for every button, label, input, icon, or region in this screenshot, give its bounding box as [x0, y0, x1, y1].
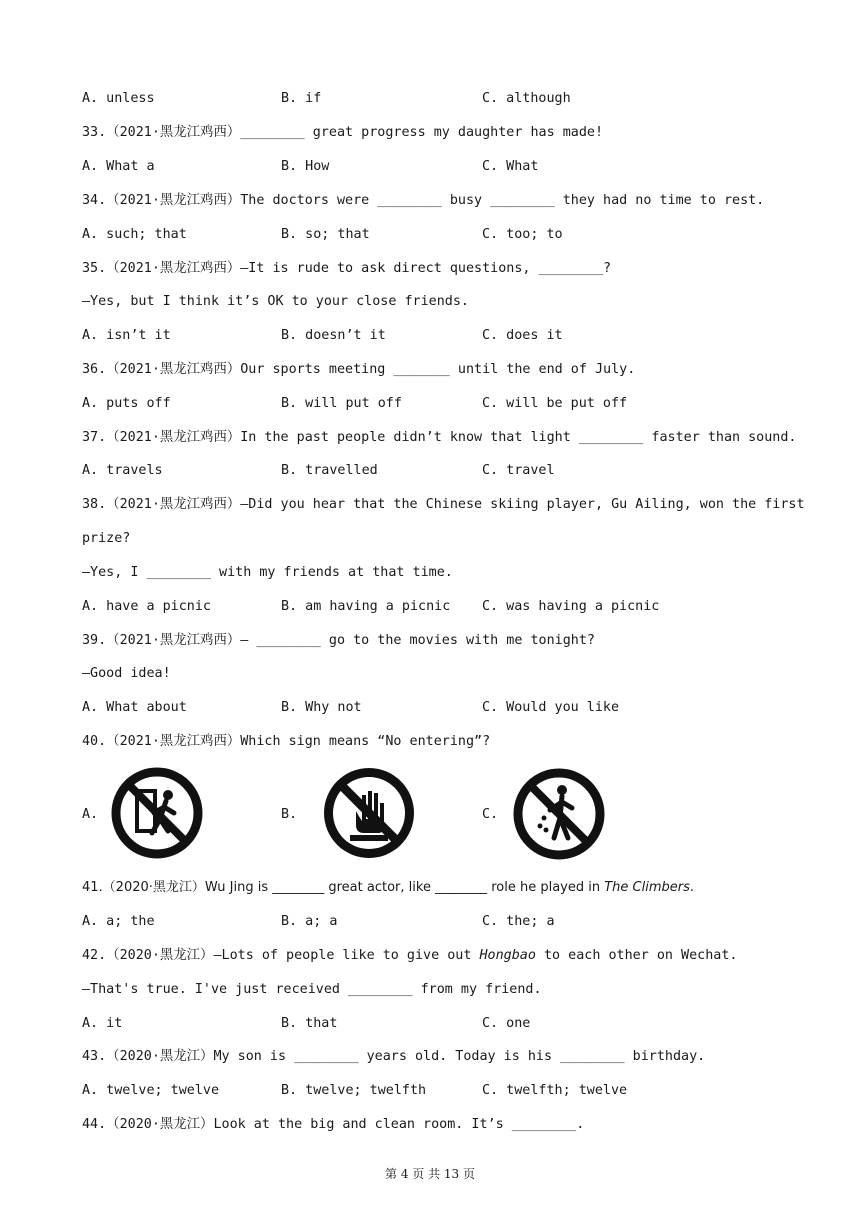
- option-b: B. a; a: [281, 914, 338, 929]
- option-a: A. isn’t it: [82, 328, 171, 343]
- option-a: A. What about: [82, 700, 187, 715]
- option-b: B. that: [281, 1016, 338, 1031]
- question-42-hongbao: Hongbao: [479, 948, 536, 963]
- no-littering-sign-icon: [510, 766, 608, 862]
- option-b: B. am having a picnic: [281, 599, 451, 614]
- option-c: C. travel: [482, 463, 555, 478]
- option-b: B. so; that: [281, 227, 370, 242]
- option-c: C. does it: [482, 328, 563, 343]
- option-a: A. twelve; twelve: [82, 1083, 220, 1098]
- option-b: B. twelve; twelfth: [281, 1083, 427, 1098]
- question-37-stem: 37.（2021·黑龙江鸡西）In the past people didn’t know that light ________ faster than sound.: [82, 430, 797, 445]
- question-39-stem: 39.（2021·黑龙江鸡西）— ________ go to the movies with me tonight?: [82, 633, 595, 648]
- option-b: B. doesn’t it: [281, 328, 386, 343]
- question-33-stem: 33.（2021·黑龙江鸡西）________ great progress my daughter has made!: [82, 125, 604, 140]
- option-b: B.: [281, 807, 298, 822]
- no-entry-person-door-sign-icon: [106, 765, 208, 861]
- question-35-reply: —Yes, but I think it’s OK to your close friends.: [82, 294, 469, 309]
- question-35-stem: 35.（2021·黑龙江鸡西）—It is rude to ask direct questions, ________?: [82, 261, 612, 276]
- question-38-stem: 38.（2021·黑龙江鸡西）—Did you hear that the Chinese skiing player, Gu Ailing, won the first: [82, 497, 805, 512]
- option-b: B. Why not: [281, 700, 362, 715]
- question-41-stem: [82, 879, 694, 897]
- option-a: A. unless: [82, 91, 155, 106]
- question-38-reply: —Yes, I ________ with my friends at that time.: [82, 565, 453, 580]
- option-a: A. travels: [82, 463, 163, 478]
- question-44-stem: 44.（2020·黑龙江）Look at the big and clean room. It’s ________.: [82, 1117, 585, 1132]
- option-a: A. have a picnic: [82, 599, 211, 614]
- option-b: B. will put off: [281, 396, 402, 411]
- question-42-reply: —That's true. I've just received ________ from my friend.: [82, 982, 542, 997]
- question-38-stem-continued: prize?: [82, 531, 131, 546]
- option-a: A. such; that: [82, 227, 187, 242]
- question-34-stem: 34.（2021·黑龙江鸡西）The doctors were ________ busy ________ they had no time to rest.: [82, 193, 765, 208]
- question-42-text-end: to each other on Wechat.: [535, 948, 738, 963]
- question-43-stem: 43.（2020·黑龙江）My son is ________ years old. Today is his ________ birthday.: [82, 1049, 706, 1064]
- option-c: C. was having a picnic: [482, 599, 660, 614]
- option-b: B. travelled: [281, 463, 378, 478]
- no-hand-touch-sign-icon: [318, 763, 420, 863]
- option-b: B. if: [281, 91, 322, 106]
- option-a: A. a; the: [82, 914, 155, 929]
- option-a: A. puts off: [82, 396, 171, 411]
- option-c: C. Would you like: [482, 700, 620, 715]
- question-42-text: 42.（2020·黑龙江）—Lots of people like to give out: [82, 948, 480, 963]
- question-39-reply: —Good idea!: [82, 666, 171, 681]
- option-c: C. one: [482, 1016, 531, 1031]
- option-a: A. it: [82, 1016, 123, 1031]
- option-c: C. too; to: [482, 227, 563, 242]
- option-c: C. although: [482, 91, 571, 106]
- option-c: C. twelfth; twelve: [482, 1083, 628, 1098]
- option-a: A. What a: [82, 159, 155, 174]
- option-c: C.: [482, 807, 499, 822]
- question-42-stem: [82, 947, 737, 965]
- question-36-stem: 36.（2021·黑龙江鸡西）Our sports meeting _______ until the end of July.: [82, 362, 636, 377]
- question-41-title: The Climbers: [604, 880, 690, 895]
- question-40-stem: 40.（2021·黑龙江鸡西）Which sign means “No entering”?: [82, 734, 491, 749]
- question-41-text: 41.（2020·黑龙江）Wu Jing is ________ great actor, like ________ role he played in: [82, 880, 605, 895]
- option-c: C. What: [482, 159, 539, 174]
- option-a: A.: [82, 807, 99, 822]
- question-41-period: .: [689, 880, 695, 895]
- option-b: B. How: [281, 159, 330, 174]
- option-c: C. the; a: [482, 914, 555, 929]
- page-footer: 第 4 页 共 13 页: [385, 1167, 475, 1181]
- option-c: C. will be put off: [482, 396, 628, 411]
